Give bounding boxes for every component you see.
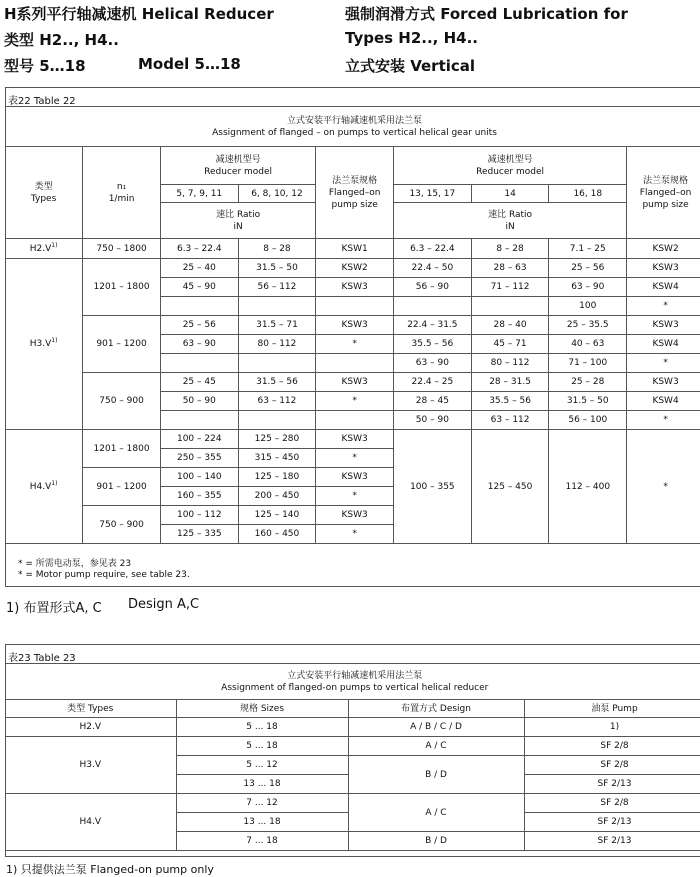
t22-header-model-b: 减速机型号 Reducer model xyxy=(394,147,627,185)
cell: 125 – 335 xyxy=(160,525,238,544)
table-row xyxy=(5,794,700,813)
cell: 63 – 112 xyxy=(238,392,316,411)
table-row xyxy=(5,737,700,756)
note-design-en: Design A,C xyxy=(128,597,200,612)
header-model-en: Model 5…18 xyxy=(138,55,241,73)
cell: 7 ... 12 xyxy=(176,794,348,813)
cell: SF 2/8 xyxy=(524,737,700,756)
cell: 125 – 280 xyxy=(238,430,316,449)
cell: 13 ... 18 xyxy=(176,775,348,794)
table22 xyxy=(5,106,700,544)
table22-caption: 表22 Table 22 xyxy=(8,96,76,107)
cell: A / B / C / D xyxy=(348,718,524,737)
cell: 160 – 450 xyxy=(238,525,316,544)
cell: KSW3 xyxy=(316,278,394,297)
cell: 200 – 450 xyxy=(238,487,316,506)
cell: KSW1 xyxy=(316,239,394,259)
t22-size-b1: 13, 15, 17 xyxy=(394,185,472,203)
cell: 56 – 90 xyxy=(394,278,472,297)
t22-size-b3: 16, 18 xyxy=(549,185,627,203)
cell: 8 – 28 xyxy=(238,239,316,259)
table-row xyxy=(5,430,700,449)
cell: 40 – 63 xyxy=(549,335,627,354)
cell: SF 2/8 xyxy=(524,756,700,775)
cell: 50 – 90 xyxy=(394,411,472,430)
t22-header-pump-b: 法兰泵规格 Flanged–on pump size xyxy=(627,147,700,239)
header-model-cn: 型号 5…18 xyxy=(4,57,86,75)
cell: 250 – 355 xyxy=(160,449,238,468)
table-row xyxy=(5,316,700,335)
table23-title: 立式安装平行轴减速机采用法兰泵 Assignment of flanged-on pumps to vertical helical reducer xyxy=(5,664,700,700)
cell: SF 2/13 xyxy=(524,775,700,794)
t22-size-a1: 5, 7, 9, 11 xyxy=(160,185,238,203)
cell: 71 – 112 xyxy=(471,278,549,297)
cell: 45 – 71 xyxy=(471,335,549,354)
cell: 28 – 63 xyxy=(471,259,549,278)
cell: 5 ... 12 xyxy=(176,756,348,775)
cell: KSW3 xyxy=(627,316,700,335)
cell: 22.4 – 25 xyxy=(394,373,472,392)
cell: 750 – 1800 xyxy=(83,239,161,259)
t23-header-pump: 油泵 Pump xyxy=(524,700,700,718)
cell: 28 – 40 xyxy=(471,316,549,335)
t22-header-n1: n₁ 1/min xyxy=(83,147,161,239)
table23 xyxy=(5,663,700,851)
header-types-right: Types H2.., H4.. xyxy=(345,29,478,47)
cell: 56 – 112 xyxy=(238,278,316,297)
t22-header-model-a: 减速机型号 Reducer model xyxy=(160,147,315,185)
cell: KSW2 xyxy=(627,239,700,259)
note-design-cn: 1) 布置形式A, C xyxy=(6,601,102,616)
cell: 71 – 100 xyxy=(549,354,627,373)
cell: 100 – 140 xyxy=(160,468,238,487)
cell: 5 ... 18 xyxy=(176,718,348,737)
cell: B / D xyxy=(348,756,524,794)
table22-footnote-en: * = Motor pump require, see table 23. xyxy=(18,570,190,580)
cell: 63 – 90 xyxy=(160,335,238,354)
cell: 31.5 – 56 xyxy=(238,373,316,392)
cell: 100 – 112 xyxy=(160,506,238,525)
cell: 56 – 100 xyxy=(549,411,627,430)
cell: 112 – 400 xyxy=(549,430,627,544)
cell: KSW3 xyxy=(316,468,394,487)
cell: 35.5 – 56 xyxy=(471,392,549,411)
t22-type-h2: $H2.V^{1)}$ xyxy=(5,239,83,259)
cell: * xyxy=(316,487,394,506)
cell: 100 – 355 xyxy=(394,430,472,544)
cell: KSW3 xyxy=(316,430,394,449)
t22-header-types: 类型 Types xyxy=(5,147,83,239)
header-mounting: 立式安装 Vertical xyxy=(345,57,476,75)
cell: KSW4 xyxy=(627,278,700,297)
cell: 125 – 140 xyxy=(238,506,316,525)
t23-header-design: 布置方式 Design xyxy=(348,700,524,718)
cell: 80 – 112 xyxy=(238,335,316,354)
cell: 750 – 900 xyxy=(83,506,161,544)
cell: 125 – 450 xyxy=(471,430,549,544)
header-title-right: 强制润滑方式 Forced Lubrication for xyxy=(345,5,628,23)
cell: A / C xyxy=(348,737,524,756)
cell: 6.3 – 22.4 xyxy=(394,239,472,259)
cell: SF 2/13 xyxy=(524,813,700,832)
cell: * xyxy=(627,297,700,316)
cell: 13 ... 18 xyxy=(176,813,348,832)
cell: 25 – 56 xyxy=(549,259,627,278)
t23-header-types: 类型 Types xyxy=(5,700,176,718)
cell: 45 – 90 xyxy=(160,278,238,297)
cell: 25 – 35.5 xyxy=(549,316,627,335)
cell: A / C xyxy=(348,794,524,832)
cell: 28 – 31.5 xyxy=(471,373,549,392)
cell: 80 – 112 xyxy=(471,354,549,373)
cell: 25 – 56 xyxy=(160,316,238,335)
cell: KSW3 xyxy=(316,506,394,525)
cell: * xyxy=(316,392,394,411)
cell: 750 – 900 xyxy=(83,373,161,430)
cell: 901 – 1200 xyxy=(83,468,161,506)
cell: 1) xyxy=(524,718,700,737)
header-title-left: H系列平行轴减速机 Helical Reducer xyxy=(4,5,274,23)
table23-caption: 表23 Table 23 xyxy=(8,653,76,664)
t22-header-pump-a: 法兰泵规格 Flanged–on pump size xyxy=(316,147,394,239)
cell: 63 – 90 xyxy=(549,278,627,297)
table22-title: 立式安装平行轴减速机采用法兰泵 Assignment of flanged – on pumps to vertical helical gear units xyxy=(5,107,700,147)
cell: 7 ... 18 xyxy=(176,832,348,851)
cell: 25 – 28 xyxy=(549,373,627,392)
cell: * xyxy=(316,335,394,354)
t22-size-a2: 6, 8, 10, 12 xyxy=(238,185,316,203)
table-row xyxy=(5,239,700,259)
cell: * xyxy=(316,525,394,544)
cell: KSW3 xyxy=(316,316,394,335)
table22-footnote-cn: * = 所需电动泵，参见表 23 xyxy=(18,559,132,569)
cell: 315 – 450 xyxy=(238,449,316,468)
cell: 901 – 1200 xyxy=(83,316,161,373)
cell: H2.V xyxy=(5,718,176,737)
header-types-left: 类型 H2.., H4.. xyxy=(4,31,119,49)
cell: 22.4 – 50 xyxy=(394,259,472,278)
t22-size-b2: 14 xyxy=(471,185,549,203)
table-row xyxy=(5,259,700,278)
cell: KSW3 xyxy=(627,259,700,278)
cell: 25 – 40 xyxy=(160,259,238,278)
cell: 31.5 – 50 xyxy=(549,392,627,411)
cell: 25 – 45 xyxy=(160,373,238,392)
cell: KSW3 xyxy=(627,373,700,392)
cell: * xyxy=(627,411,700,430)
cell: 63 – 112 xyxy=(471,411,549,430)
t22-ratio-a: 速比 Ratio iN xyxy=(160,203,315,239)
cell: KSW4 xyxy=(627,335,700,354)
cell: 22.4 – 31.5 xyxy=(394,316,472,335)
cell: SF 2/13 xyxy=(524,832,700,851)
cell: 1201 – 1800 xyxy=(83,430,161,468)
cell: 5 ... 18 xyxy=(176,737,348,756)
cell: 50 – 90 xyxy=(160,392,238,411)
cell: 160 – 355 xyxy=(160,487,238,506)
note-flanged-only: 1) 只提供法兰泵 Flanged-on pump only xyxy=(6,863,214,876)
cell: SF 2/8 xyxy=(524,794,700,813)
cell: 7.1 – 25 xyxy=(549,239,627,259)
cell: H3.V xyxy=(5,737,176,794)
cell: * xyxy=(627,354,700,373)
t22-type-h4: $H4.V^{1)}$ xyxy=(5,430,83,544)
table-row xyxy=(5,373,700,392)
cell: 8 – 28 xyxy=(471,239,549,259)
cell: 1201 – 1800 xyxy=(83,259,161,316)
cell: KSW4 xyxy=(627,392,700,411)
t22-type-h3: $H3.V^{1)}$ xyxy=(5,259,83,430)
cell: 35.5 – 56 xyxy=(394,335,472,354)
cell: * xyxy=(316,449,394,468)
cell: 100 – 224 xyxy=(160,430,238,449)
cell: KSW2 xyxy=(316,259,394,278)
cell: 100 xyxy=(549,297,627,316)
cell: 31.5 – 71 xyxy=(238,316,316,335)
cell: 31.5 – 50 xyxy=(238,259,316,278)
cell: * xyxy=(627,430,700,544)
cell: B / D xyxy=(348,832,524,851)
cell: 6.3 – 22.4 xyxy=(160,239,238,259)
cell: KSW3 xyxy=(316,373,394,392)
t23-header-sizes: 规格 Sizes xyxy=(176,700,348,718)
cell: 28 – 45 xyxy=(394,392,472,411)
cell: H4.V xyxy=(5,794,176,851)
cell: 125 – 180 xyxy=(238,468,316,487)
cell: 63 – 90 xyxy=(394,354,472,373)
table-row xyxy=(5,718,700,737)
t22-ratio-b: 速比 Ratio iN xyxy=(394,203,627,239)
